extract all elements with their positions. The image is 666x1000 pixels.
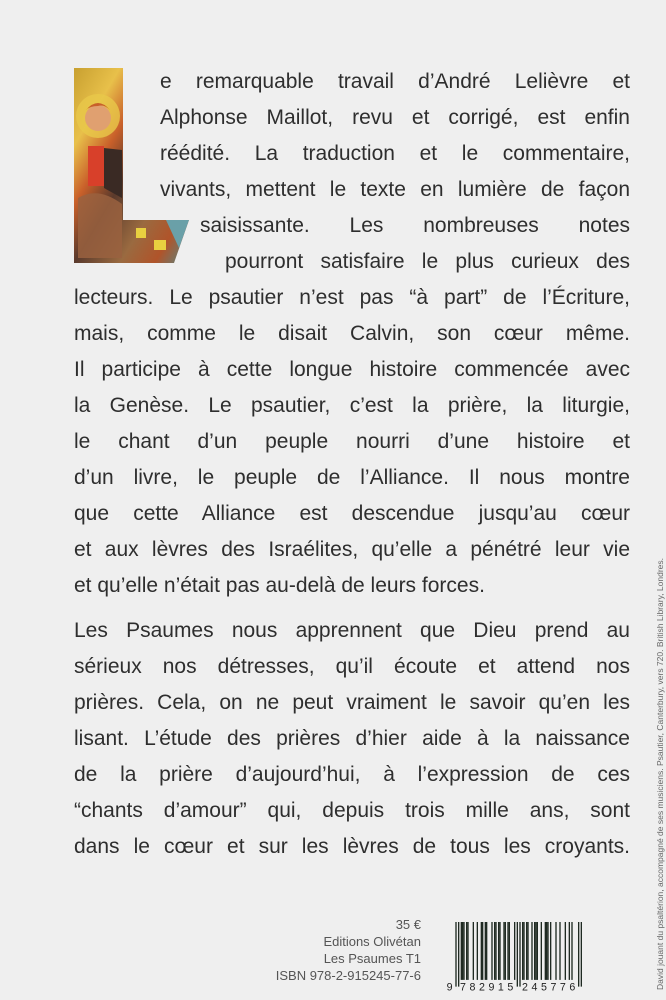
barcode-bar (463, 922, 464, 980)
barcode-bar (559, 922, 560, 980)
barcode-bar (526, 922, 527, 980)
illuminated-initial-L (74, 68, 189, 264)
barcode-bar (531, 922, 532, 980)
text-line: saisissante. Les nombreuses notes (200, 214, 630, 237)
barcode-bar (581, 922, 582, 987)
text-line: Alphonse Maillot, revu et corrigé, est enfin (160, 106, 630, 129)
barcode-bar (486, 922, 487, 980)
barcode-bar (565, 922, 566, 980)
barcode-bar (494, 922, 495, 980)
text-line: Il participe à cette longue histoire commencée avec (74, 358, 630, 381)
barcode-bar (505, 922, 506, 980)
barcode-bar (519, 922, 520, 987)
barcode-bar (537, 922, 538, 980)
barcode-bar (514, 922, 515, 980)
barcode-bar (550, 922, 551, 980)
barcode-bar (535, 922, 536, 980)
barcode-bar (495, 922, 496, 980)
text-line: prières. Cela, on ne peut vraiment le savoir qu’en les (74, 691, 630, 714)
text-line: de la prière d’aujourd’hui, à l’expression de ces (74, 763, 630, 786)
text-line: sérieux nos détresses, qu’il écoute et attend nos (74, 655, 630, 678)
text-line: et qu’elle n’était pas au-delà de leurs forces. (74, 574, 485, 597)
text-line: e remarquable travail d’André Lelièvre et (160, 70, 630, 93)
barcode-bar (578, 922, 579, 987)
text-line: vivants, mettent le texte en lumière de façon (160, 178, 630, 201)
barcode-bar (477, 922, 478, 980)
text-line: pourront satisfaire le plus curieux des (225, 250, 630, 273)
barcode-bar (547, 922, 548, 980)
barcode-bar (503, 922, 504, 980)
barcode-bar (498, 922, 499, 980)
text-line: et aux lèvres des Israélites, qu’elle a pénétré leur vie (74, 538, 630, 561)
text-line: “chants d’amour” qui, depuis trois mille ans, sont (74, 799, 630, 822)
barcode-bar (458, 922, 459, 987)
barcode-bar (523, 922, 524, 980)
text-line: lecteurs. Le psautier n’est pas “à part” de l’Écriture, (74, 286, 630, 309)
barcode-bar (467, 922, 468, 980)
barcode-bar (466, 922, 467, 980)
barcode-bar (455, 922, 456, 987)
text-line: Les Psaumes nous apprennent que Dieu prend au (74, 619, 630, 642)
barcode-bar (569, 922, 570, 980)
barcode-right-digits: 245776 (522, 981, 576, 992)
ean-barcode (446, 922, 582, 992)
barcode-bar (555, 922, 556, 980)
book-title: Les Psaumes T1 (323, 951, 421, 966)
text-line: dans le cœur et sur les lèvres de tous les croyants. (74, 835, 630, 858)
barcode-bar (481, 922, 482, 980)
barcode-first-digit: 9 (446, 981, 453, 992)
barcode-bar (541, 922, 542, 980)
barcode-bar (482, 922, 483, 980)
barcode-bar (571, 922, 572, 980)
barcode-bar (545, 922, 546, 980)
barcode-bar (522, 922, 523, 980)
text-line: que cette Alliance est descendue jusqu’au cœur (74, 502, 630, 525)
barcode-bar (491, 922, 492, 980)
barcode-bar (462, 922, 463, 980)
barcode-bar (517, 922, 518, 987)
barcode-bar (499, 922, 500, 980)
barcode-left-digits: 782915 (460, 981, 514, 992)
text-line: réédité. La traduction et le commentaire, (160, 142, 630, 165)
publisher: Editions Olivétan (323, 934, 421, 949)
barcode-bar (534, 922, 535, 980)
barcode-bar (509, 922, 510, 980)
barcode-bar (461, 922, 462, 980)
barcode-bar (546, 922, 547, 980)
imprint (276, 916, 421, 984)
isbn: ISBN 978-2-915245-77-6 (275, 968, 421, 983)
text-line: la Genèse. Le psautier, c’est la prière, la liturgie, (74, 394, 630, 417)
cover-illustration-caption: David jouant du psaltérion, accompagné de ses musiciens. Psautier, Canterbury, vers 720. British Library, Londres. (655, 558, 665, 990)
barcode-bar (527, 922, 528, 980)
barcode-bar (485, 922, 486, 980)
text-line: lisant. L’étude des prières d’hier aide à la naissance (74, 727, 630, 750)
text-line: le chant d’un peuple nourri d’une histoire et (74, 430, 630, 453)
text-line: mais, comme le disait Calvin, son cœur même. (74, 322, 630, 345)
price: 35 € (395, 917, 421, 932)
text-line: d’un livre, le peuple de l’Alliance. Il nous montre (74, 466, 630, 489)
barcode-bar (473, 922, 474, 980)
barcode-bar (507, 922, 508, 980)
